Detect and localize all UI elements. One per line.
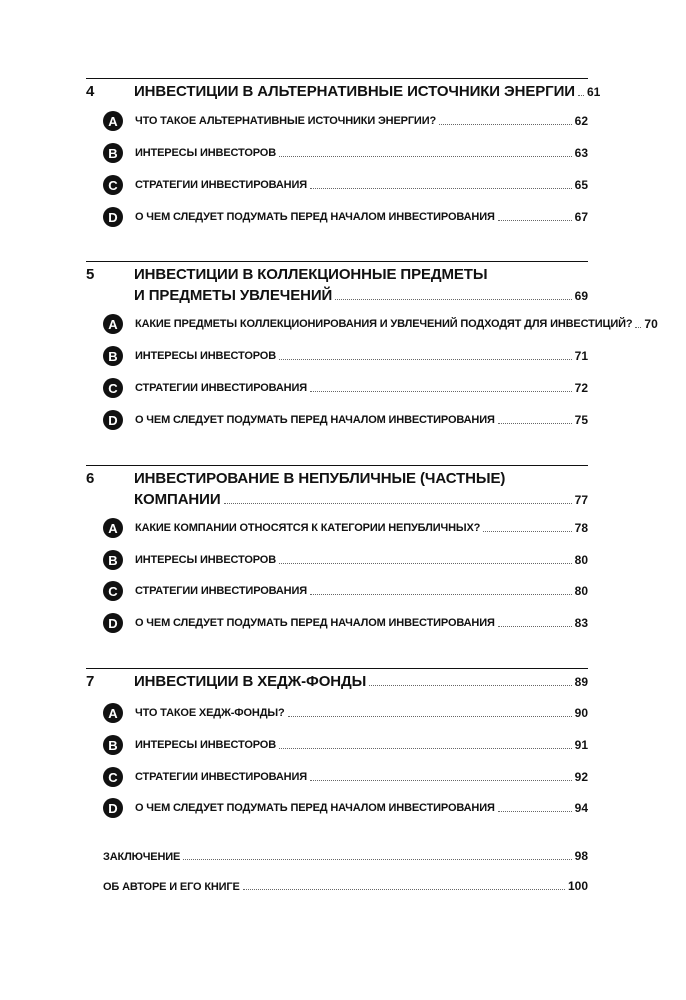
letter-badge: B: [103, 735, 123, 755]
page-number: 94: [574, 801, 588, 815]
letter-badge: D: [103, 798, 123, 818]
letter-badge: C: [103, 581, 123, 601]
chapter-divider: [86, 261, 588, 262]
entry-title: КАКИЕ КОМПАНИИ ОТНОСЯТСЯ К КАТЕГОРИИ НЕПУБЛИЧНЫХ?: [135, 522, 481, 534]
page-number: 77: [574, 493, 588, 507]
toc-entry-6d[interactable]: [103, 612, 588, 634]
letter-badge: C: [103, 378, 123, 398]
dot-leader: [439, 124, 572, 125]
page-number: 91: [574, 738, 588, 752]
chapter-divider: [86, 78, 588, 79]
letter-badge: A: [103, 518, 123, 538]
chapter-divider: [86, 668, 588, 669]
chapter-divider: [86, 465, 588, 466]
dot-leader: [243, 889, 565, 890]
dot-leader: [224, 503, 572, 504]
entry-title: ИНТЕРЕСЫ ИНВЕСТОРОВ: [135, 147, 276, 159]
dot-leader: [498, 220, 572, 221]
chapter-title[interactable]: [134, 82, 601, 103]
page-number: 71: [574, 349, 588, 363]
page-number: 80: [574, 553, 588, 567]
toc-entry-4d[interactable]: [103, 206, 588, 228]
page-number: 63: [574, 146, 588, 160]
page-number: 92: [574, 770, 588, 784]
chapter-title[interactable]: [134, 469, 588, 511]
entry-title: ИНТЕРЕСЫ ИНВЕСТОРОВ: [135, 739, 276, 751]
toc-entry-6b[interactable]: [103, 549, 588, 571]
entry-title: О ЧЕМ СЛЕДУЕТ ПОДУМАТЬ ПЕРЕД НАЧАЛОМ ИНВЕСТИРОВАНИЯ: [135, 617, 495, 629]
chapter-title-line: ИНВЕСТИЦИИ В КОЛЛЕКЦИОННЫЕ ПРЕДМЕТЫ: [134, 266, 488, 283]
toc-entry-7b[interactable]: [103, 734, 588, 756]
entry-title: СТРАТЕГИИ ИНВЕСТИРОВАНИЯ: [135, 585, 307, 597]
entry-title: ЧТО ТАКОЕ АЛЬТЕРНАТИВНЫЕ ИСТОЧНИКИ ЭНЕРГИИ?: [135, 115, 437, 127]
entry-title: ЗАКЛЮЧЕНИЕ: [103, 851, 181, 863]
page-number: 75: [574, 413, 588, 427]
dot-leader: [279, 748, 572, 749]
letter-badge: B: [103, 143, 123, 163]
letter-badge: B: [103, 550, 123, 570]
dot-leader: [288, 716, 572, 717]
chapter-title[interactable]: [134, 265, 588, 307]
page-number: 98: [574, 849, 588, 863]
page-number: 83: [574, 616, 588, 630]
toc-entry-5b[interactable]: [103, 345, 588, 367]
toc-entry-6a[interactable]: [103, 517, 588, 539]
dot-leader: [369, 685, 571, 686]
toc-entry-4a[interactable]: [103, 110, 588, 132]
chapter-title-line: И ПРЕДМЕТЫ УВЛЕЧЕНИЙ: [134, 287, 333, 304]
page-number: 80: [574, 584, 588, 598]
entry-title: О ЧЕМ СЛЕДУЕТ ПОДУМАТЬ ПЕРЕД НАЧАЛОМ ИНВЕСТИРОВАНИЯ: [135, 414, 495, 426]
page-number: 65: [574, 178, 588, 192]
chapter-title-line: ИНВЕСТИЦИИ В ХЕДЖ-ФОНДЫ: [134, 673, 367, 690]
toc-entry-about-author[interactable]: [103, 879, 588, 897]
entry-title: СТРАТЕГИИ ИНВЕСТИРОВАНИЯ: [135, 382, 307, 394]
page-number: 90: [574, 706, 588, 720]
entry-title: СТРАТЕГИИ ИНВЕСТИРОВАНИЯ: [135, 179, 307, 191]
page-number: 69: [574, 289, 588, 303]
dot-leader: [279, 563, 572, 564]
dot-leader: [310, 780, 572, 781]
toc-entry-7a[interactable]: [103, 702, 588, 724]
chapter-title-line: ИНВЕСТИЦИИ В АЛЬТЕРНАТИВНЫЕ ИСТОЧНИКИ ЭНЕРГИИ: [134, 83, 575, 100]
page-number: 89: [574, 675, 588, 689]
page-number: 70: [644, 317, 658, 331]
chapter-number: 4: [86, 83, 95, 100]
entry-title: СТРАТЕГИИ ИНВЕСТИРОВАНИЯ: [135, 771, 307, 783]
letter-badge: A: [103, 703, 123, 723]
dot-leader: [635, 327, 641, 328]
letter-badge: D: [103, 410, 123, 430]
letter-badge: A: [103, 314, 123, 334]
entry-title: ИНТЕРЕСЫ ИНВЕСТОРОВ: [135, 350, 276, 362]
chapter-number: 7: [86, 673, 95, 690]
letter-badge: C: [103, 767, 123, 787]
entry-title: ИНТЕРЕСЫ ИНВЕСТОРОВ: [135, 554, 276, 566]
dot-leader: [310, 594, 572, 595]
page-number: 67: [574, 210, 588, 224]
entry-title: ЧТО ТАКОЕ ХЕДЖ-ФОНДЫ?: [135, 707, 285, 719]
dot-leader: [279, 359, 572, 360]
dot-leader: [310, 391, 572, 392]
toc-entry-5a[interactable]: [103, 313, 658, 335]
entry-title: О ЧЕМ СЛЕДУЕТ ПОДУМАТЬ ПЕРЕД НАЧАЛОМ ИНВЕСТИРОВАНИЯ: [135, 802, 495, 814]
dot-leader: [310, 188, 572, 189]
entry-title: ОБ АВТОРЕ И ЕГО КНИГЕ: [103, 881, 240, 893]
page-number: 78: [574, 521, 588, 535]
chapter-title-line: КОМПАНИИ: [134, 491, 221, 508]
letter-badge: A: [103, 111, 123, 131]
toc-entry-4b[interactable]: [103, 142, 588, 164]
dot-leader: [498, 626, 572, 627]
dot-leader: [578, 95, 584, 96]
letter-badge: D: [103, 613, 123, 633]
dot-leader: [483, 531, 571, 532]
dot-leader: [498, 423, 572, 424]
chapter-number: 5: [86, 266, 95, 283]
chapter-title[interactable]: [134, 672, 588, 693]
toc-entry-6c[interactable]: [103, 580, 588, 602]
chapter-number: 6: [86, 470, 95, 487]
entry-title: КАКИЕ ПРЕДМЕТЫ КОЛЛЕКЦИОНИРОВАНИЯ И УВЛЕЧЕНИЙ ПОДХОДЯТ ДЛЯ ИНВЕСТИЦИЙ?: [135, 318, 633, 330]
letter-badge: B: [103, 346, 123, 366]
toc-entry-7c[interactable]: [103, 766, 588, 788]
letter-badge: C: [103, 175, 123, 195]
toc-entry-7d[interactable]: [103, 797, 588, 819]
page-number: 62: [574, 114, 588, 128]
chapter-title-line: ИНВЕСТИРОВАНИЕ В НЕПУБЛИЧНЫЕ (ЧАСТНЫЕ): [134, 470, 506, 487]
toc-entry-4c[interactable]: [103, 174, 588, 196]
page-number: 72: [574, 381, 588, 395]
toc-entry-5c[interactable]: [103, 377, 588, 399]
letter-badge: D: [103, 207, 123, 227]
page-number: 61: [586, 85, 601, 99]
entry-title: О ЧЕМ СЛЕДУЕТ ПОДУМАТЬ ПЕРЕД НАЧАЛОМ ИНВЕСТИРОВАНИЯ: [135, 211, 495, 223]
page-number: 100: [567, 879, 588, 893]
dot-leader: [183, 859, 571, 860]
dot-leader: [498, 811, 572, 812]
toc-entry-conclusion[interactable]: [103, 849, 588, 867]
dot-leader: [279, 156, 572, 157]
dot-leader: [335, 299, 571, 300]
toc-entry-5d[interactable]: [103, 409, 588, 431]
